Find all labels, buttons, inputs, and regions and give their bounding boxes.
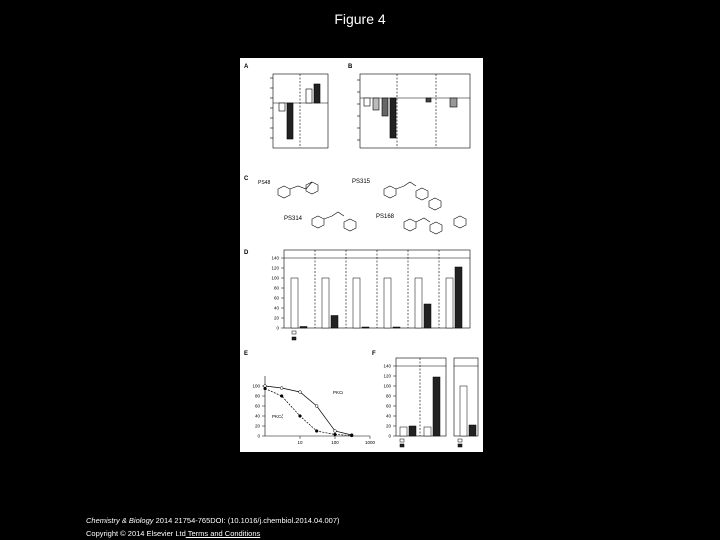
tick-label-d-100: 100 [271, 275, 279, 281]
point-e-series1-4 [334, 433, 337, 436]
tick-label-e-y-60: 60 [254, 403, 260, 409]
curve-label-2: PKCι [333, 390, 344, 395]
tick-label-f-120: 120 [383, 373, 391, 379]
tick-label-e-y-20: 20 [254, 423, 260, 429]
panel-f-legend [400, 439, 462, 447]
figure-panel [240, 58, 483, 452]
bar-d-group3-series0 [384, 278, 391, 328]
bar-f-group1-series0 [424, 427, 431, 436]
panel-b-chart [357, 74, 470, 148]
tick-label-f-20: 20 [385, 423, 391, 429]
tick-label-e-x-10: 10 [297, 440, 303, 445]
bar-d-group4-series0 [415, 278, 422, 328]
tick-label-f-40: 40 [385, 413, 391, 419]
bar-f-group2-series0 [460, 386, 467, 436]
page-title: Figure 4 [334, 11, 386, 27]
point-e-series1-1 [280, 395, 283, 398]
tick-label-e-y-40: 40 [254, 413, 260, 419]
citation-line [86, 516, 340, 525]
panel-d-legend [292, 331, 296, 340]
bar-f-group0-series0 [400, 427, 407, 436]
bar-f-group1-series1 [433, 377, 440, 436]
terms-link[interactable]: Terms and Conditions [185, 529, 261, 538]
bar-d-group0-series0 [291, 278, 298, 328]
bar-f-group0-series1 [409, 426, 416, 436]
panel-label-b: B [348, 64, 353, 70]
tick-label-f-0: 0 [388, 433, 391, 439]
point-e-series1-3 [315, 430, 318, 433]
copyright-text: Copyright © 2014 Elsevier Ltd [86, 529, 186, 538]
tick-label-e-y-0: 0 [257, 433, 260, 439]
tick-label-e-y-100: 100 [252, 383, 260, 389]
bar-d-group3-series1 [393, 327, 400, 328]
bar-d-group2-series0 [353, 278, 360, 328]
panel-label-a: A [244, 64, 249, 70]
point-e-series0-4 [334, 430, 337, 433]
point-e-series0-2 [299, 391, 302, 394]
panel-label-d: D [244, 250, 249, 256]
citation-details: 2014 21754-765DOI: (10.1016/j.chembiol.2014.04.007) [153, 516, 340, 525]
bar-d-group2-series1 [362, 327, 369, 328]
copyright-line [86, 529, 260, 538]
curve-label-1: PKCζ [272, 414, 284, 419]
panel-d-chart [284, 250, 470, 328]
compound-label-4: PS168 [376, 214, 395, 220]
panel-label-c: C [244, 176, 249, 182]
curve-e-series1 [265, 389, 352, 436]
bar-d-group1-series1 [331, 316, 338, 329]
panel-d-ticks [271, 256, 284, 331]
tick-label-f-60: 60 [385, 403, 391, 409]
bar-d-group1-series0 [322, 278, 329, 328]
bar-d-group5-series0 [446, 278, 453, 328]
bar-d-group0-series1 [300, 327, 307, 329]
panel-d-bars [291, 267, 462, 328]
tick-label-f-80: 80 [385, 393, 391, 399]
compound-label-3: PS314 [284, 216, 303, 222]
tick-label-f-140: 140 [383, 363, 391, 369]
tick-label-e-x-1000: 1000 [364, 440, 376, 445]
bar-d-group4-series1 [424, 304, 431, 328]
panel-f-ticks [383, 364, 396, 439]
point-e-series1-2 [299, 415, 302, 418]
tick-label-e-x-100: 100 [331, 440, 339, 445]
compound-label-1: PS48 [258, 180, 271, 186]
panel-a-chart [270, 74, 328, 148]
bar-d-group5-series1 [455, 267, 462, 328]
point-e-series1-0 [264, 387, 267, 390]
tick-label-d-120: 120 [271, 265, 279, 271]
tick-label-d-40: 40 [273, 305, 279, 311]
tick-label-d-0: 0 [276, 325, 279, 331]
tick-label-d-20: 20 [273, 315, 279, 321]
tick-label-d-80: 80 [273, 285, 279, 291]
point-e-series0-3 [315, 405, 318, 408]
panel-label-e: E [244, 351, 249, 357]
bar-f-group2-series1 [469, 425, 476, 436]
tick-label-d-140: 140 [271, 255, 279, 261]
compound-label-2: PS315 [352, 179, 371, 185]
panel-c-structures [278, 182, 466, 234]
tick-label-f-100: 100 [383, 383, 391, 389]
point-e-series1-5 [350, 434, 353, 437]
panel-f-bars [400, 377, 476, 436]
journal-name: Chemistry & Biology [86, 516, 154, 525]
panel-label-f: F [372, 351, 376, 357]
tick-label-e-y-80: 80 [254, 393, 260, 399]
point-e-series0-1 [280, 387, 283, 390]
tick-label-d-60: 60 [273, 295, 279, 301]
figure-svg [240, 58, 483, 452]
